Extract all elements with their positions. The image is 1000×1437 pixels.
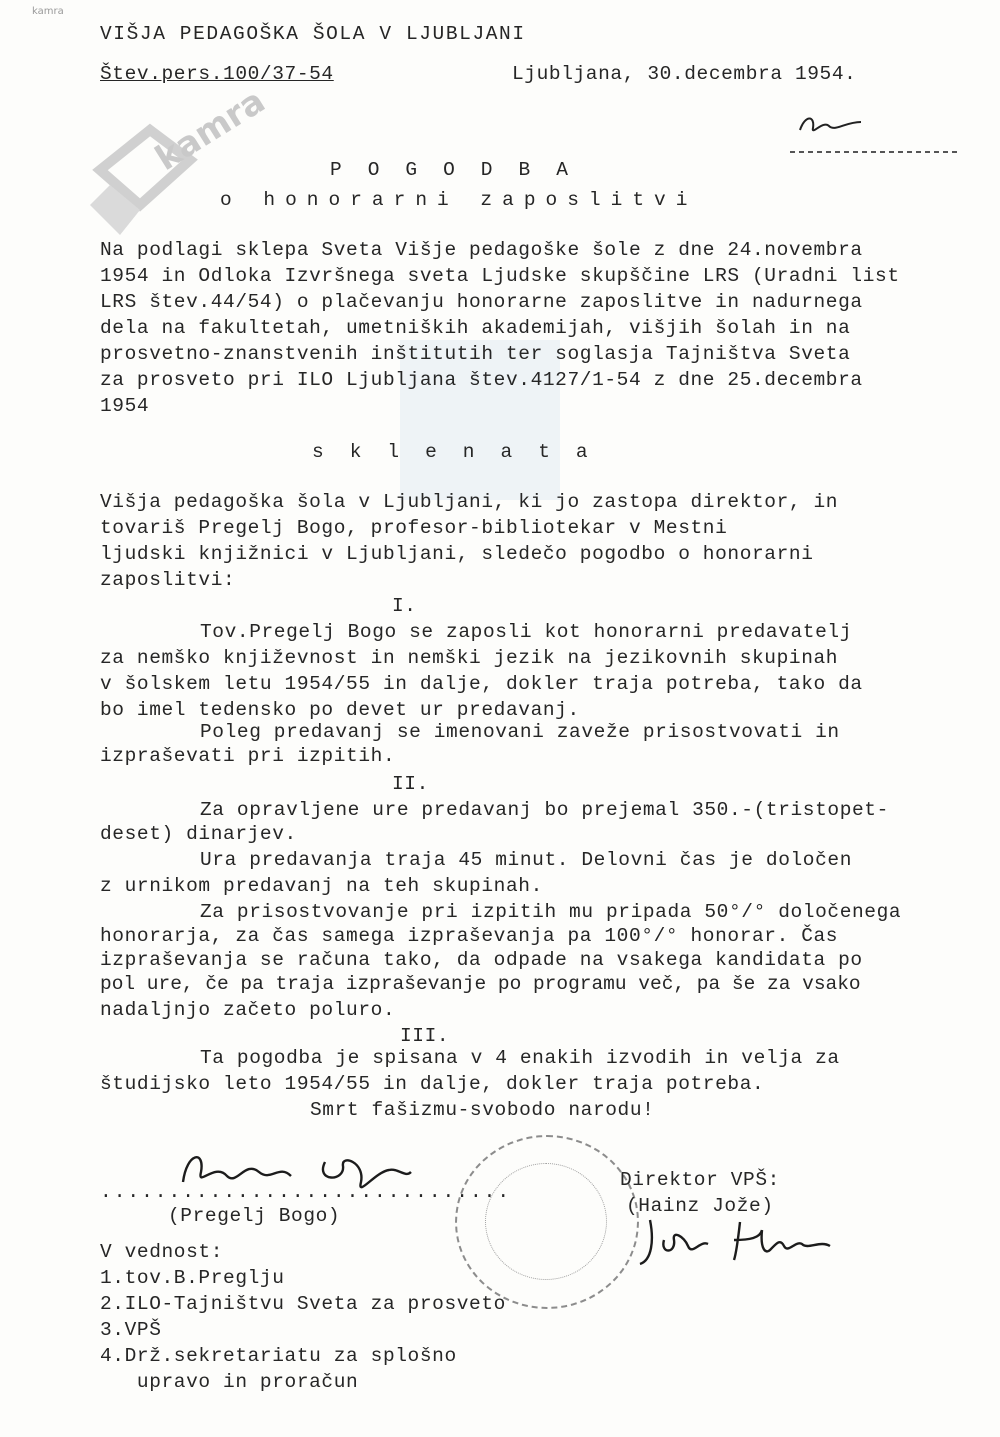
preamble-line: Na podlagi sklepa Sveta Višje pedagoške šole z dne 24.novembra <box>100 239 863 261</box>
section-iii-line: Ta pogodba je spisana v 4 enakih izvodih in velja za <box>200 1047 840 1069</box>
preamble-line: 1954 <box>100 395 150 417</box>
section-ii-line: pol ure, če pa traja izpraševanje po programu več, pa še za vsako <box>100 973 861 995</box>
watermark-text: kamra <box>148 81 273 179</box>
document-subtitle: o honorarni zaposlitvi <box>220 189 698 211</box>
place-date: Ljubljana, 30.decembra 1954. <box>512 63 857 85</box>
section-iii-line: študijsko leto 1954/55 in dalje, dokler traja potreba. <box>100 1073 765 1095</box>
section-i-line: bo imel tedensko po devet ur predavanj. <box>100 699 580 721</box>
section-ii-line: honorarja, za čas samega izpraševanja pa 100°/° honorar. Čas <box>100 925 839 947</box>
parties-line: zaposlitvi: <box>100 569 236 591</box>
section-i-heading: I. <box>392 595 417 617</box>
preamble-line: dela na fakultetah, umetniških akademijah, višjih šolah in na <box>100 317 851 339</box>
section-ii-heading: II. <box>392 773 429 795</box>
document-title: POGODBA <box>330 159 594 181</box>
section-iii-line: Smrt fašizmu-svobodo narodu! <box>310 1099 655 1121</box>
distribution-item: 2.ILO-Tajništvu Sveta za prosveto <box>100 1293 506 1315</box>
distribution-item: 1.tov.B.Preglju <box>100 1267 285 1289</box>
distribution-heading: V vednost: <box>100 1241 224 1263</box>
section-ii-line: nadaljnjo začeto poluro. <box>100 999 396 1021</box>
preamble-line: za prosveto pri ILO Ljubljana štev.4127/1-54 z dne 25.decembra <box>100 369 863 391</box>
section-ii-line: Za prisostvovanje pri izpitih mu pripada 50°/° določenega <box>200 901 902 923</box>
section-ii-line: Ura predavanja traja 45 minut. Delovni čas je določen <box>200 849 853 871</box>
institution-name: VIŠJA PEDAGOŠKA ŠOLA V LJUBLJANI <box>100 23 526 45</box>
preamble-line: prosvetno-znanstvenih inštitutih ter soglasja Tajništva Sveta <box>100 343 851 365</box>
watermark-small-text: kamra <box>32 6 64 17</box>
section-ii-line: izpraševanja se računa tako, da odpade na vsakega kandidata po <box>100 949 863 971</box>
parties-line: tovariš Pregelj Bogo, profesor-bibliotekar v Mestni <box>100 517 728 539</box>
distribution-item: 3.VPŠ <box>100 1319 162 1341</box>
initials-mark-icon <box>795 110 865 140</box>
section-ii-line: Za opravljene ure predavanj bo prejemal 350.-(tristopet- <box>200 799 889 821</box>
preamble-line: LRS štev.44/54) o plačevanju honorarne zaposlitve in nadurnega <box>100 291 863 313</box>
reference-number: Štev.pers.100/37-54 <box>100 63 334 85</box>
preamble-line: 1954 in Odloka Izvršnega sveta Ljudske skupščine LRS (Uradni list <box>100 265 900 287</box>
director-signature-icon <box>630 1210 870 1270</box>
director-name: (Hainz Jože) <box>626 1195 774 1217</box>
section-i-line: v šolskem letu 1954/55 in dalje, dokler traja potreba, tako da <box>100 673 863 695</box>
section-i-line: Poleg predavanj se imenovani zaveže prisostvovati in <box>200 721 840 743</box>
section-i-line: Tov.Pregelj Bogo se zaposli kot honorarni predavatelj <box>200 621 853 643</box>
sklenata-heading: sklenata <box>312 441 614 463</box>
parties-line: ljudski knjižnici v Ljubljani, sledečo pogodbo o honorarni <box>100 543 814 565</box>
dashed-rule-icon <box>790 148 960 156</box>
left-signer-name: (Pregelj Bogo) <box>168 1205 341 1227</box>
section-ii-line: deset) dinarjev. <box>100 823 297 845</box>
distribution-item: 4.Drž.sekretariatu za splošno <box>100 1345 457 1367</box>
section-i-line: izpraševati pri izpitih. <box>100 745 396 767</box>
parties-line: Višja pedagoška šola v Ljubljani, ki jo zastopa direktor, in <box>100 491 839 513</box>
section-iii-heading: III. <box>400 1025 450 1047</box>
section-ii-line: z urnikom predavanj na teh skupinah. <box>100 875 543 897</box>
distribution-item: upravo in proračun <box>100 1371 359 1393</box>
section-i-line: za nemško književnost in nemški jezik na jezikovnih skupinah <box>100 647 839 669</box>
signature-dots: .............................. <box>100 1181 512 1203</box>
director-title: Direktor VPŠ: <box>620 1169 780 1191</box>
official-stamp <box>455 1135 639 1309</box>
